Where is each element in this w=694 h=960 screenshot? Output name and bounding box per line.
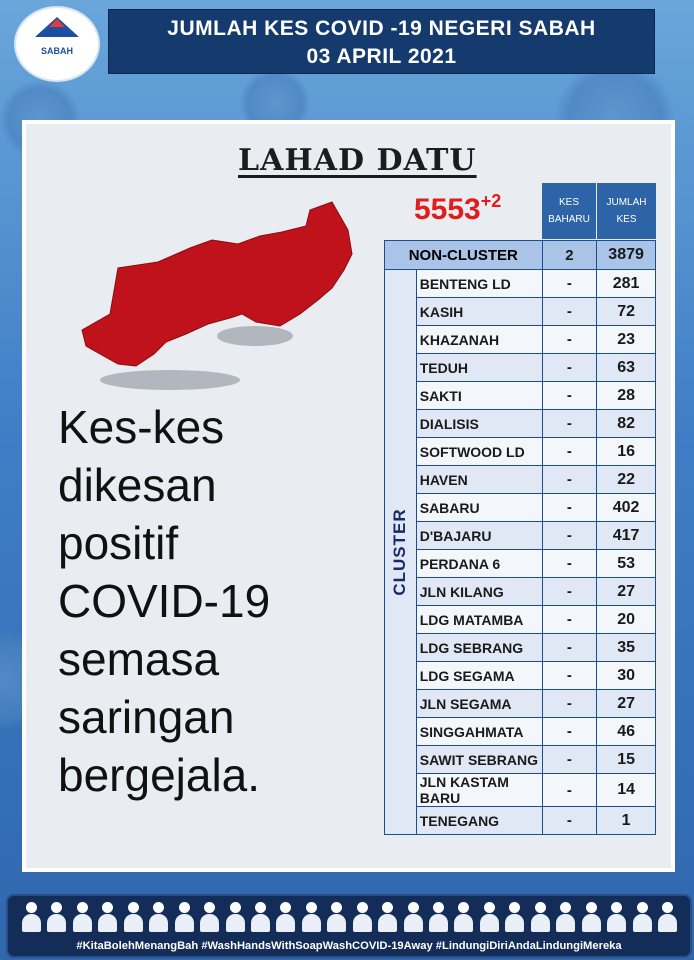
- row-new-cases: -: [542, 662, 597, 690]
- person-icon: [198, 902, 220, 932]
- cluster-row: [385, 550, 656, 578]
- footer-hashtags: #KitaBolehMenangBah #WashHandsWithSoapWashCOVID-19Away #LindungiDiriAndaLindungiMereka: [76, 940, 622, 952]
- row-name: LDG SEBRANG: [416, 634, 542, 662]
- person-icon: [249, 902, 271, 932]
- row-total-cases: 22: [597, 466, 656, 494]
- row-name: TEDUH: [416, 354, 542, 382]
- person-icon: [96, 902, 118, 932]
- person-icon: [605, 902, 627, 932]
- cluster-row: [385, 578, 656, 606]
- person-icon: [402, 902, 424, 932]
- row-new-cases: -: [542, 298, 597, 326]
- cluster-row: [385, 326, 656, 354]
- row-new-cases: -: [542, 410, 597, 438]
- total-value: 5553: [414, 193, 481, 226]
- row-new-cases: -: [542, 270, 597, 298]
- row-total-cases: 46: [597, 718, 656, 746]
- person-icon: [503, 902, 525, 932]
- row-total-cases: 15: [597, 746, 656, 774]
- cluster-row: [385, 438, 656, 466]
- people-icons: [20, 900, 678, 932]
- sabah-logo: [14, 6, 100, 82]
- row-new-cases: -: [542, 774, 597, 807]
- person-icon: [325, 902, 347, 932]
- row-name: SABARU: [416, 494, 542, 522]
- row-new-cases: -: [542, 466, 597, 494]
- total-cases: [414, 193, 501, 227]
- description-line: semasa: [58, 633, 220, 685]
- district-title: LAHAD DATU: [238, 143, 477, 178]
- person-icon: [224, 902, 246, 932]
- row-total-cases: 23: [597, 326, 656, 354]
- person-icon: [656, 902, 678, 932]
- person-icon: [631, 902, 653, 932]
- row-total-cases: 14: [597, 774, 656, 807]
- logo-text: SABAH: [40, 46, 73, 56]
- person-icon: [351, 902, 373, 932]
- row-name: KASIH: [416, 298, 542, 326]
- header-date: 03 APRIL 2021: [306, 45, 457, 68]
- cluster-label: CLUSTER: [390, 508, 410, 596]
- row-new-cases: -: [542, 438, 597, 466]
- person-icon: [427, 902, 449, 932]
- person-icon: [274, 902, 296, 932]
- row-name: SAWIT SEBRANG: [416, 746, 542, 774]
- row-name: D'BAJARU: [416, 522, 542, 550]
- row-name: JLN KILANG: [416, 578, 542, 606]
- row-name: JLN KASTAM BARU: [416, 774, 542, 807]
- person-icon: [20, 902, 42, 932]
- cluster-row: [385, 718, 656, 746]
- description-line: dikesan: [58, 459, 217, 511]
- row-name: SAKTI: [416, 382, 542, 410]
- person-icon: [147, 902, 169, 932]
- cluster-row: [385, 606, 656, 634]
- person-icon: [580, 902, 602, 932]
- row-total-cases: 20: [597, 606, 656, 634]
- row-total-cases: 3879: [597, 241, 656, 270]
- person-icon: [45, 902, 67, 932]
- row-name: LDG SEGAMA: [416, 662, 542, 690]
- description-line: saringan: [58, 691, 235, 743]
- row-new-cases: -: [542, 326, 597, 354]
- description-line: Kes-kes: [58, 401, 225, 453]
- cluster-row: [385, 690, 656, 718]
- row-new-cases: -: [542, 494, 597, 522]
- row-new-cases: -: [542, 578, 597, 606]
- row-new-cases: -: [542, 382, 597, 410]
- header-title: JUMLAH KES COVID -19 NEGERI SABAH: [167, 17, 596, 40]
- person-icon: [529, 902, 551, 932]
- cluster-row: [385, 746, 656, 774]
- person-icon: [300, 902, 322, 932]
- row-new-cases: -: [542, 807, 597, 835]
- total-increase: +2: [480, 191, 502, 211]
- mountain-peak-icon: [49, 19, 65, 27]
- district-map: [70, 196, 370, 396]
- row-new-cases: -: [542, 606, 597, 634]
- cluster-row: [385, 774, 656, 807]
- page-header: [108, 9, 655, 74]
- person-icon: [122, 902, 144, 932]
- row-name: KHAZANAH: [416, 326, 542, 354]
- row-name: NON-CLUSTER: [385, 241, 543, 270]
- row-total-cases: 63: [597, 354, 656, 382]
- row-total-cases: 82: [597, 410, 656, 438]
- row-name: DIALISIS: [416, 410, 542, 438]
- district-shape: [82, 202, 352, 366]
- row-total-cases: 281: [597, 270, 656, 298]
- description: [58, 398, 358, 804]
- cluster-row: [385, 270, 656, 298]
- non-cluster-row: [385, 241, 656, 270]
- cluster-table: [384, 240, 656, 835]
- cluster-row: [385, 298, 656, 326]
- cluster-row: [385, 494, 656, 522]
- row-new-cases: -: [542, 550, 597, 578]
- cluster-row: [385, 807, 656, 835]
- cluster-row: [385, 410, 656, 438]
- map-shadow: [217, 326, 293, 346]
- row-total-cases: 402: [597, 494, 656, 522]
- row-total-cases: 16: [597, 438, 656, 466]
- row-name: SINGGAHMATA: [416, 718, 542, 746]
- row-total-cases: 27: [597, 690, 656, 718]
- row-total-cases: 72: [597, 298, 656, 326]
- row-new-cases: -: [542, 718, 597, 746]
- map-shadow: [100, 370, 240, 390]
- description-line: COVID-19: [58, 575, 271, 627]
- row-name: TENEGANG: [416, 807, 542, 835]
- row-total-cases: 53: [597, 550, 656, 578]
- row-total-cases: 417: [597, 522, 656, 550]
- person-icon: [452, 902, 474, 932]
- row-name: LDG MATAMBA: [416, 606, 542, 634]
- description-line: bergejala.: [58, 749, 261, 801]
- cluster-row: [385, 354, 656, 382]
- row-name: HAVEN: [416, 466, 542, 494]
- person-icon: [173, 902, 195, 932]
- person-icon: [554, 902, 576, 932]
- cluster-column: [385, 270, 417, 835]
- cluster-row: [385, 634, 656, 662]
- row-new-cases: 2: [542, 241, 597, 270]
- row-total-cases: 30: [597, 662, 656, 690]
- description-line: positif: [58, 517, 179, 569]
- row-name: PERDANA 6: [416, 550, 542, 578]
- footer-banner: [6, 894, 692, 958]
- row-total-cases: 27: [597, 578, 656, 606]
- row-new-cases: -: [542, 522, 597, 550]
- column-header-new-cases: KES BAHARU: [542, 183, 596, 239]
- person-icon: [478, 902, 500, 932]
- row-name: BENTENG LD: [416, 270, 542, 298]
- person-icon: [71, 902, 93, 932]
- row-new-cases: -: [542, 746, 597, 774]
- cluster-row: [385, 466, 656, 494]
- row-total-cases: 1: [597, 807, 656, 835]
- person-icon: [376, 902, 398, 932]
- row-name: JLN SEGAMA: [416, 690, 542, 718]
- row-new-cases: -: [542, 634, 597, 662]
- cluster-row: [385, 382, 656, 410]
- row-new-cases: -: [542, 354, 597, 382]
- cluster-row: [385, 662, 656, 690]
- row-total-cases: 28: [597, 382, 656, 410]
- row-new-cases: -: [542, 690, 597, 718]
- row-name: SOFTWOOD LD: [416, 438, 542, 466]
- row-total-cases: 35: [597, 634, 656, 662]
- cluster-row: [385, 522, 656, 550]
- column-header-total-cases: JUMLAH KES: [597, 183, 656, 239]
